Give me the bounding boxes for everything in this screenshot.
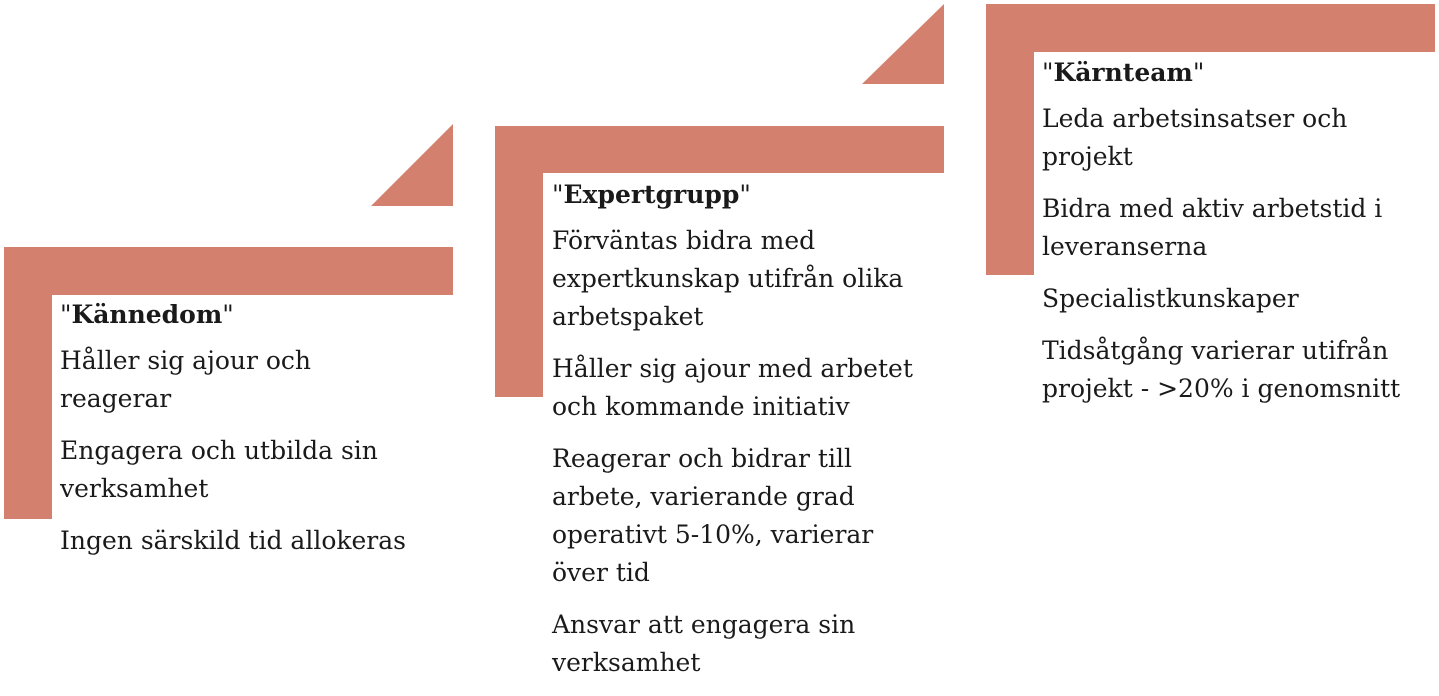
step-3-title: "Kärnteam" (1042, 58, 1205, 87)
step-3-item: Bidra med aktiv arbetstid i leveranserna (1042, 194, 1383, 261)
step-2-item: Reagerar och bidrar till arbete, varierande grad operativt 5-10%, varierar över tid (552, 444, 874, 587)
step-1-corner-bar-horizontal (4, 247, 453, 295)
step-2-corner-bar-horizontal (495, 126, 944, 173)
step-3-item: Tidsåtgång varierar utifrån projekt - >20% i genomsnitt (1042, 336, 1401, 403)
step-2-item: Ansvar att engagera sin verksamhet (552, 610, 856, 677)
step-1-item: Ingen särskild tid allokeras (60, 526, 406, 555)
step-1-title-text: Kännedom (71, 300, 223, 329)
step-1-item: Håller sig ajour och reagerar (60, 346, 312, 413)
step-2-corner-bar-vertical (495, 126, 543, 397)
step-1-corner-bar-vertical (4, 247, 52, 519)
step-2-item: Håller sig ajour med arbetet och kommande initiativ (552, 354, 913, 421)
step-3-item: Leda arbetsinsatser och projekt (1042, 104, 1348, 171)
step-2-arrow-triangle (862, 4, 944, 84)
step-1-title: "Kännedom" (60, 300, 234, 329)
step-2-title-text: Expertgrupp (563, 180, 740, 209)
step-3-content (1042, 58, 1427, 422)
step-2-title: "Expertgrupp" (552, 180, 751, 209)
step-3-corner-bar-horizontal (986, 4, 1435, 52)
step-2-content (552, 180, 937, 696)
step-1-arrow-triangle (371, 124, 453, 206)
step-2-item: Förväntas bidra med expertkunskap utifrån olika arbetspaket (552, 226, 904, 331)
step-3-corner-bar-vertical (986, 4, 1034, 275)
step-1-item: Engagera och utbilda sin verksamhet (60, 436, 378, 503)
step-3-item: Specialistkunskaper (1042, 284, 1299, 313)
step-3-title-text: Kärnteam (1053, 58, 1193, 87)
step-1-content (60, 300, 430, 574)
